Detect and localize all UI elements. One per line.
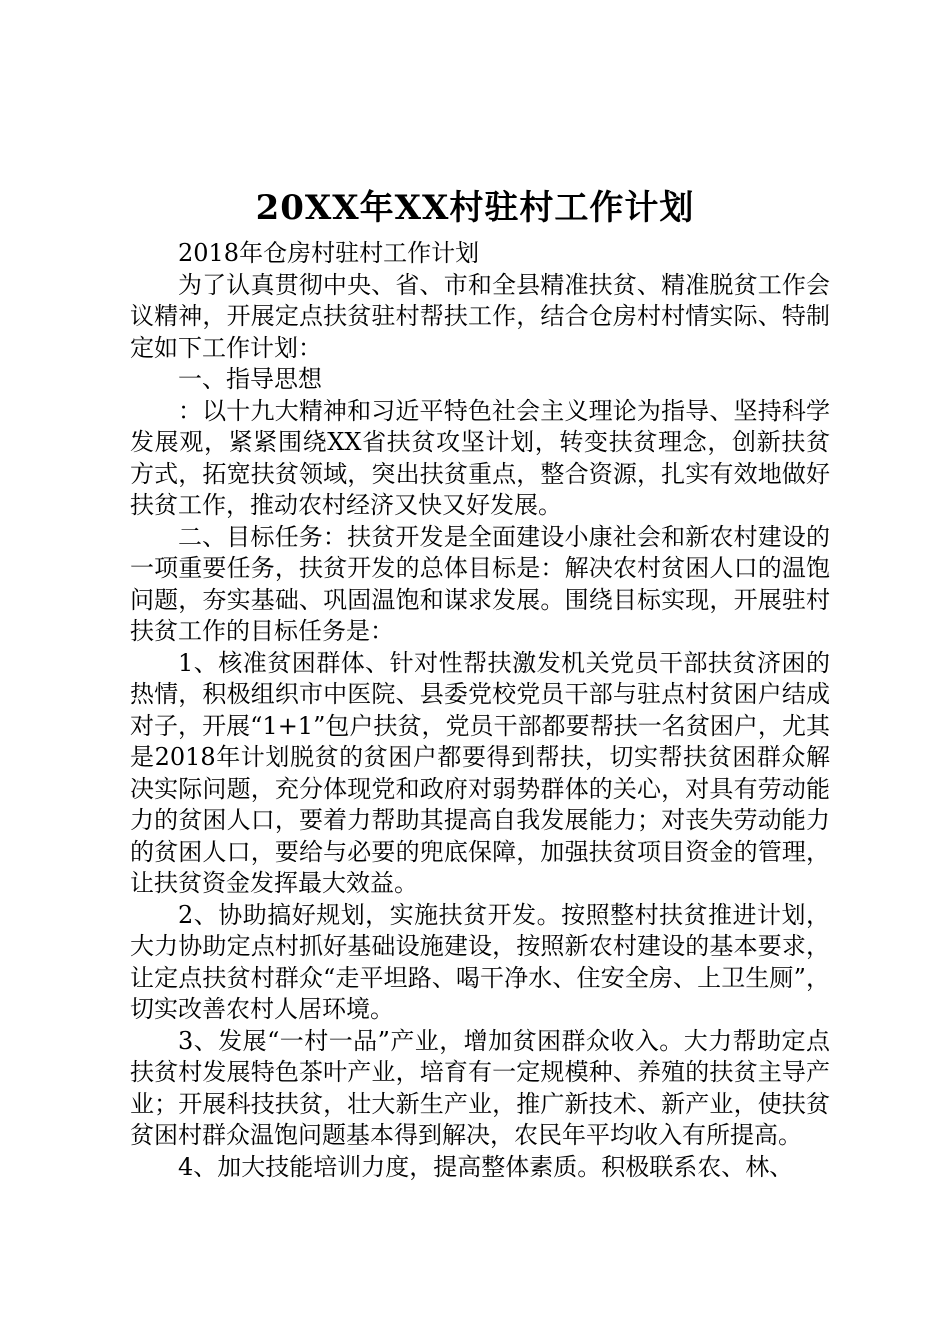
document-title: 20XX年XX村驻村工作计划	[255, 188, 695, 228]
subtitle-paragraph: 2018年仓房村驻村工作计划	[178, 239, 480, 267]
guiding-thought-paragraph: ：以十九大精神和习近平特色社会主义理论为指导、坚持科学发展观，紧紧围绕XX省扶贫攻坚计划，转变扶贫理念，创新扶贫方式，拓宽扶贫领域，突出扶贫重点，整合资源，扎实有效地做好扶贫工作，推动农村经济又快又好发展。	[130, 396, 830, 519]
intro-paragraph: 为了认真贯彻中央、省、市和全县精准扶贫、精准脱贫工作会议精神，开展定点扶贫驻村帮扶工作，结合仓房村村情实际、特制定如下工作计划：	[130, 270, 830, 362]
section-heading-guiding-thought: 一、指导思想	[178, 365, 322, 393]
task-4-paragraph: 4、加大技能培训力度，提高整体素质。积极联系农、林、	[178, 1152, 794, 1181]
task-1-paragraph: 1、核准贫困群体、针对性帮扶激发机关党员干部扶贫济困的热情，积极组织市中医院、县委党校党员干部与驻点村贫困户结成对子，开展“1+1”包户扶贫，党员干部都要帮扶一名贫困户，尤其是2018年计划脱贫的贫困户都要得到帮扶，切实帮扶贫困群众解决实际问题，充分体现党和政府对弱势群体的关心，对具有劳动能力的贫困人口，要着力帮助其提高自我发展能力；对丧失劳动能力的贫困人口，要给与必要的兜底保障，加强扶贫项目资金的管理，让扶贫资金发挥最大效益。	[130, 648, 830, 897]
task-2-paragraph: 2、协助搞好规划，实施扶贫开发。按照整村扶贫推进计划，大力协助定点村抓好基础设施建设，按照新农村建设的基本要求，让定点扶贫村群众“走平坦路、喝干净水、住安全房、上卫生厕”，切实改善农村人居环境。	[130, 900, 830, 1023]
goals-paragraph: 二、目标任务：扶贫开发是全面建设小康社会和新农村建设的一项重要任务，扶贫开发的总体目标是：解决农村贫困人口的温饱问题，夯实基础、巩固温饱和谋求发展。围绕目标实现，开展驻村扶贫工作的目标任务是：	[130, 522, 830, 645]
task-3-paragraph: 3、发展“一村一品”产业，增加贫困群众收入。大力帮助定点扶贫村发展特色茶叶产业，培育有一定规模种、养殖的扶贫主导产业；开展科技扶贫，壮大新生产业，推广新技术、新产业，使扶贫贫困村群众温饱问题基本得到解决，农民年平均收入有所提高。	[130, 1026, 830, 1149]
document-body	[130, 238, 830, 1183]
